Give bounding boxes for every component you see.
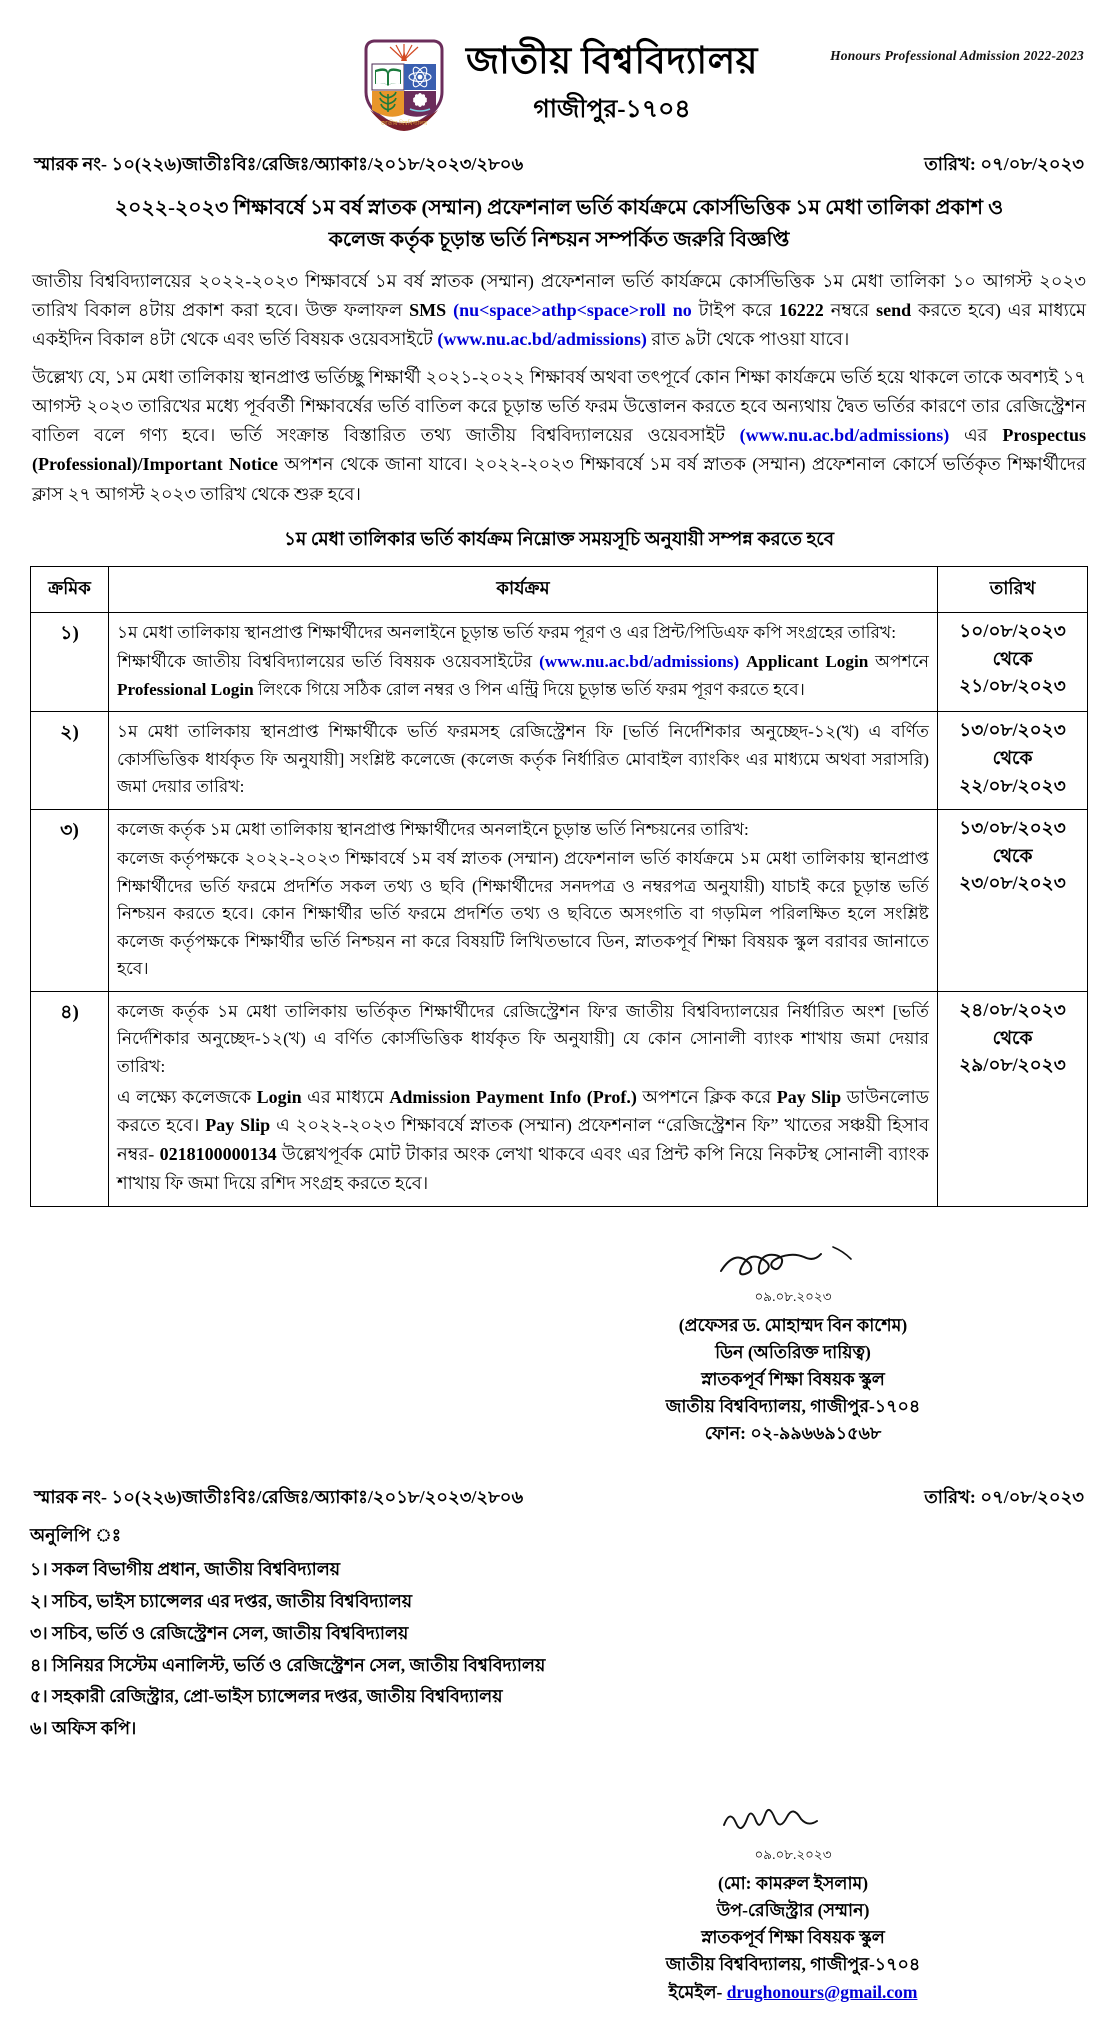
row1-activity-line2 [117, 648, 929, 703]
p2-text-b: এর [949, 425, 1003, 446]
row4-date-start: ২৪/০৮/২০২৩ [959, 1000, 1066, 1021]
p1-text-d: করতে হবে) এর মাধ্যমে একইদিন বিকাল ৪টা থেকে এবং ভর্তি বিষয়ক ওয়েবসাইটে [32, 299, 1087, 349]
row1-date-end: ২১/০৮/২০২৩ [959, 677, 1066, 698]
row3-activity-line1: কলেজ কর্তৃক ১ম মেধা তালিকায় স্থানপ্রাপ্ত শিক্ষার্থীদের অনলাইনে চূড়ান্ত ভর্তি নিশ্চয়নের তারিখ: [117, 819, 749, 839]
row4-date-end: ২৯/০৮/২০২৩ [959, 1056, 1066, 1077]
row4-activity-line1: কলেজ কর্তৃক ১ম মেধা তালিকায় ভর্তিকৃত শিক্ষার্থীদের রেজিস্ট্রেশন ফি'র জাতীয় বিশ্ববিদ্যালয়ের নির্ধারিত অংশ [ভর্তি নির্দেশিকার অনুচ্ছেদ-১২(খ) এ বর্ণিত কোর্সভিত্তিক ধার্যকৃত ফি অনুযায়ী] যে কোন সোনালী ব্যাংক শাখায় জমা দেয়ার তারিখ: [117, 1001, 929, 1076]
university-name-block [466, 39, 758, 125]
p1-text-a: জাতীয় বিশ্ববিদ্যালয়ের ২০২২-২০২৩ শিক্ষাবর্ষে ১ম বর্ষ স্নাতক (সম্মান) প্রফেশনাল ভর্তি কার্যক্রমে কোর্সভিত্তিক ১ম মেধা তালিকা ১০ আগস্ট ২০২৩ তারিখ বিকাল ৪টায় প্রকাশ করা হবে। উক্ত ফলাফল [32, 270, 1086, 320]
row1-website-url[interactable]: (www.nu.ac.bd/admissions) [539, 652, 740, 672]
row4-date-separator: থেকে [992, 1028, 1033, 1049]
row1-activity-line1: ১ম মেধা তালিকায় স্থানপ্রাপ্ত শিক্ষার্থীদের অনলাইনে চূড়ান্ত ভর্তি ফরম পূরণ ও এর প্রিন্ট/পিডিএফ কপি সংগ্রহের তারিখ: [117, 622, 897, 642]
row4-text-c: অপশনে ক্লিক করে [636, 1086, 777, 1107]
signatory-phone-dean: ফোন: ০২-৯৯৬৬৯১৫৬৮ [704, 1423, 882, 1444]
signature-block-dean [30, 1241, 1088, 1448]
schedule-subtitle: ১ম মেধা তালিকার ভর্তি কার্যক্রম নিম্নোক্ত সময়সূচি অনুযায়ী সম্পন্ন করতে হবে [283, 529, 835, 550]
document-header [30, 30, 1088, 134]
memo-number: স্মারক নং- ১০(২২৬)জাতীঃবিঃ/রেজিঃ/অ্যাকাঃ/২০১৮/২০২৩/২৮০৬ [34, 154, 524, 174]
signatory-name-deputy: (মো: কামরুল ইসলাম) [717, 1873, 869, 1894]
signature-date-deputy: ০৯.০৮.২০২৩ [754, 1847, 832, 1863]
row1-applicant-login: Applicant Login [745, 652, 869, 672]
row4-pay-slip-2: Pay Slip [205, 1115, 271, 1136]
row4-account-number: 0218100000134 [159, 1144, 277, 1165]
row-serial: ২) [31, 712, 109, 810]
signatory-office-deputy: স্নাতকপূর্ব শিক্ষা বিষয়ক স্কুল [701, 1927, 885, 1948]
p1-sms-label: SMS [409, 299, 454, 320]
memo-line [30, 150, 1088, 181]
row1-text-c: অপশনে [868, 652, 930, 672]
column-header-date: তারিখ [938, 566, 1088, 612]
row-date [938, 991, 1088, 1206]
paragraph-2 [32, 363, 1086, 509]
row1-space [739, 652, 746, 671]
signature-date-dean: ০৯.০৮.২০২৩ [754, 1288, 832, 1304]
notice-title-line2: কলেজ কর্তৃক চূড়ান্ত ভর্তি নিশ্চয়ন সম্পর্কিত জরুরি বিজ্ঞপ্তি [328, 228, 790, 251]
p1-send-word: send [876, 299, 912, 320]
signatory-designation-dean: ডিন (অতিরিক্ত দায়িত্ব) [715, 1341, 871, 1362]
university-name: জাতীয় বিশ্ববিদ্যালয় [466, 41, 758, 83]
table-header-row [31, 566, 1088, 612]
email-address[interactable]: drughonours@gmail.com [726, 1981, 918, 2002]
signatory-name-dean: (প্রফেসর ড. মোহাম্মদ বিন কাশেম) [678, 1314, 908, 1335]
row3-date-start: ১৩/০৮/২০২৩ [959, 818, 1066, 839]
row-date [938, 612, 1088, 712]
row1-date-separator: থেকে [992, 649, 1033, 670]
list-item: ৬। অফিস কপি। [30, 1718, 137, 1739]
footer-memo-number: স্মারক নং- ১০(২২৬)জাতীঃবিঃ/রেজিঃ/অ্যাকাঃ/২০১৮/২০২৩/২৮০৬ [34, 1487, 524, 1508]
p2-text-c: অপশন থেকে জানা যাবে। ২০২২-২০২৩ শিক্ষাবর্ষে ১ম বর্ষ স্নাতক (সম্মান) প্রফেশনাল কোর্সে ভর্তিকৃত শিক্ষার্থীদের ক্লাস ২৭ আগস্ট ২০২৩ তারিখ থেকে শুরু হবে। [32, 454, 1087, 504]
row-activity [109, 991, 938, 1206]
table-row [31, 991, 1088, 1206]
row1-text-d: লিংকে গিয়ে সঠিক রোল নম্বর ও পিন এন্ট্রি দিয়ে চূড়ান্ত ভর্তি ফরম পূরণ করতে হবে। [253, 679, 805, 699]
handwritten-signature-icon [578, 1799, 1008, 1843]
footer-memo-date: তারিখ: ০৭/০৮/২০২৩ [924, 1487, 1084, 1508]
row-serial: ১) [31, 612, 109, 712]
p2-text-a: উল্লেখ্য যে, ১ম মেধা তালিকায় স্থানপ্রাপ্ত ভর্তিচ্ছু শিক্ষার্থী ২০২১-২০২২ শিক্ষাবর্ষ অথবা তৎপূর্বে কোন শিক্ষা কার্যক্রমে ভর্তি হয়ে থাকলে তাকে অবশ্যই ১৭ আগস্ট ২০২৩ তারিখের মধ্যে পূর্ববর্তী শিক্ষাবর্ষের ভর্তি বাতিল করে চূড়ান্ত ভর্তি ফরম উত্তোলন করতে হবে অন্যথায় দ্বৈত ভর্তির কারণে তার রেজিস্ট্রেশন বাতিল বলে গণ্য হবে। ভর্তি সংক্রান্ত বিস্তারিত তথ্য জাতীয় বিশ্ববিদ্যালয়ের ওয়েবসাইট [32, 367, 1086, 446]
row1-date-start: ১০/০৮/২০২৩ [959, 621, 1066, 642]
row-date [938, 712, 1088, 810]
p1-sms-format: (nu<space>athp<space>roll no [453, 299, 692, 320]
row4-login-word: Login [256, 1086, 302, 1107]
row4-activity-line2 [117, 1083, 929, 1198]
paragraph-1 [32, 267, 1086, 354]
row2-date-end: ২২/০৮/২০২৩ [959, 776, 1066, 797]
list-item: ১। সকল বিভাগীয় প্রধান, জাতীয় বিশ্ববিদ্যালয় [30, 1559, 341, 1580]
p2-website-url[interactable]: (www.nu.ac.bd/admissions) [739, 425, 950, 446]
copy-distribution-list [30, 1520, 1088, 1745]
university-location: গাজীপুর-১৭০৪ [533, 95, 691, 123]
row-serial: ৪) [31, 991, 109, 1206]
signature-block-deputy-registrar [30, 1799, 1088, 2006]
list-item: ৫। সহকারী রেজিস্ট্রার, প্রো-ভাইস চ্যান্সেলর দপ্তর, জাতীয় বিশ্ববিদ্যালয় [30, 1686, 503, 1707]
column-header-serial: ক্রমিক [31, 566, 109, 612]
row2-activity-line1: ১ম মেধা তালিকায় স্থানপ্রাপ্ত শিক্ষার্থীকে ভর্তি ফরমসহ রেজিস্ট্রেশন ফি [ভর্তি নির্দেশিকার অনুচ্ছেদ-১২(খ) এ বর্ণিত কোর্সভিত্তিক ধার্যকৃত ফি অনুযায়ী] সংশ্লিষ্ট কলেজে (কলেজ কর্তৃক নির্ধারিত মোবাইল ব্যাংকিং এর মাধ্যমে অথবা সরাসরি) জমা দেয়ার তারিখ: [117, 722, 929, 797]
table-row [31, 809, 1088, 991]
row3-date-end: ২৩/০৮/২০২৩ [959, 874, 1066, 895]
row4-text-f: উল্লেখপূর্বক মোট টাকার অংক লেখা থাকবে এবং এর প্রিন্ট কপি নিয়ে নিকটস্থ সোনালী ব্যাংক শাখায় ফি জমা দিয়ে রশিদ সংগ্রহ করতে হবে। [117, 1144, 929, 1193]
row4-pay-slip-1: Pay Slip [776, 1086, 842, 1107]
row-activity [109, 712, 938, 810]
row-date [938, 809, 1088, 991]
email-label: ইমেইল- [668, 1981, 723, 2002]
p1-text-e: রাত ৯টা থেকে পাওয়া যাবে। [646, 328, 850, 349]
copy-list-header: অনুলিপি ঃ [30, 1525, 122, 1546]
table-row [31, 612, 1088, 712]
row3-date-separator: থেকে [992, 846, 1033, 867]
row4-text-d: ডাউনলোড করতে হবে। [117, 1086, 929, 1136]
schedule-table [30, 566, 1088, 1207]
row4-text-e: এ ২০২২-২০২৩ শিক্ষাবর্ষে স্নাতক (সম্মান) প্রফেশনাল “রেজিস্ট্রেশন ফি” খাতের সঞ্চয়ী হিসাব নম্বর- [117, 1115, 929, 1165]
national-university-crest-icon [360, 30, 448, 134]
row-serial: ৩) [31, 809, 109, 991]
row2-date-start: ১৩/০৮/২০২৩ [959, 721, 1066, 742]
row1-text-a: শিক্ষার্থীকে জাতীয় বিশ্ববিদ্যালয়ের ভর্তি বিষয়ক ওয়েবসাইটের [117, 652, 540, 672]
list-item: ২। সচিব, ভাইস চ্যান্সেলর এর দপ্তর, জাতীয় বিশ্ববিদ্যালয় [30, 1590, 413, 1611]
row3-activity-line2: কলেজ কর্তৃপক্ষকে ২০২২-২০২৩ শিক্ষাবর্ষে ১ম বর্ষ স্নাতক (সম্মান) প্রফেশনাল ভর্তি কার্যক্রমে ১ম মেধা তালিকায় স্থানপ্রাপ্ত শিক্ষার্থীদের ভর্তি ফরমে প্রদর্শিত সকল তথ্য ও ছবি (শিক্ষার্থীদের সনদপত্র ও নম্বরপত্র অনুযায়ী) যাচাই করে চূড়ান্ত ভর্তি নিশ্চয়ন করতে হবে। কোন শিক্ষার্থীর ভর্তি ফরমে প্রদর্শিত তথ্য ও ছবিতে অসংগতি বা গড়মিল পরিলক্ষিত হলে সংশ্লিষ্ট কলেজ কর্তৃপক্ষকে শিক্ষার্থীর ভর্তি নিশ্চয়ন না করে বিষয়টি লিখিতভাবে ডিন, স্নাতকপূর্ব শিক্ষা বিষয়ক স্কুল বরাবর জানাতে হবে। [117, 849, 929, 979]
signatory-office-dean: স্নাতকপূর্ব শিক্ষা বিষয়ক স্কুল [701, 1368, 885, 1389]
signatory-university-deputy: জাতীয় বিশ্ববিদ্যালয়, গাজীপুর-১৭০৪ [665, 1954, 921, 1975]
notice-title-line1: ২০২২-২০২৩ শিক্ষাবর্ষে ১ম বর্ষ স্নাতক (সম্মান) প্রফেশনাল ভর্তি কার্যক্রমে কোর্সভিত্তিক ১ম মেধা তালিকা প্রকাশ ও [114, 197, 1004, 219]
p1-text-c: নম্বরে [823, 299, 877, 320]
footer-memo-line [30, 1483, 1088, 1514]
p1-website-url[interactable]: (www.nu.ac.bd/admissions) [437, 328, 647, 349]
column-header-activity: কার্যক্রম [109, 566, 938, 612]
list-item: ৩। সচিব, ভর্তি ও রেজিস্ট্রেশন সেল, জাতীয় বিশ্ববিদ্যালয় [30, 1622, 409, 1643]
row4-text-a: এ লক্ষ্যে কলেজকে [117, 1086, 257, 1107]
signatory-email-row [578, 1979, 1008, 2006]
signatory-university-dean: জাতীয় বিশ্ববিদ্যালয়, গাজীপুর-১৭০৪ [665, 1396, 921, 1416]
row4-payment-info-option: Admission Payment Info (Prof.) [389, 1086, 637, 1107]
notice-title [58, 193, 1060, 257]
row-activity [109, 612, 938, 712]
p1-text-b: টাইপ করে [691, 299, 779, 320]
row4-text-b: এর মাধ্যমে [301, 1086, 390, 1107]
handwritten-signature-icon [578, 1241, 1008, 1285]
row1-professional-login: Professional Login [117, 679, 254, 699]
document-category-label: Honours Professional Admission 2022-2023 [830, 48, 1084, 63]
p1-shortcode: 16222 [778, 299, 824, 320]
signatory-designation-deputy: উপ-রেজিস্ট্রার (সম্মান) [716, 1900, 870, 1921]
svg-text:জাতীয় বিশ্ববিদ্যালয়: জাতীয় বিশ্ববিদ্যালয় [380, 121, 428, 127]
list-item: ৪। সিনিয়র সিস্টেম এনালিস্ট, ভর্তি ও রেজিস্ট্রেশন সেল, জাতীয় বিশ্ববিদ্যালয় [30, 1654, 546, 1675]
row2-date-separator: থেকে [992, 749, 1033, 770]
p2-prospectus-option: Prospectus (Professional)/Important Notice [32, 425, 1086, 475]
table-row [31, 712, 1088, 810]
row-activity [109, 809, 938, 991]
memo-date: তারিখ: ০৭/০৮/২০২৩ [924, 154, 1084, 174]
